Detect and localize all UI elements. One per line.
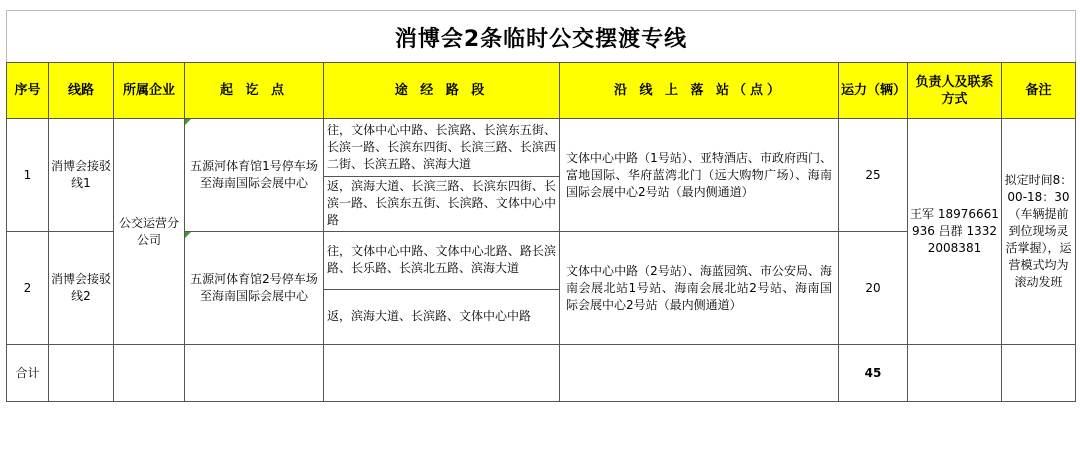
cell-company[interactable]: 公交运营分公司	[114, 119, 185, 345]
header-endpoints: 起 讫 点	[185, 63, 324, 119]
cell-capacity[interactable]: 20	[839, 232, 908, 345]
cell-empty[interactable]	[114, 345, 185, 402]
page-title: 消博会2条临时公交摆渡专线	[6, 10, 1076, 63]
header-line: 线路	[49, 63, 114, 119]
header-row	[7, 63, 1076, 119]
cell-route-out[interactable]: 往，文体中心中路、长滨路、长滨东五街、长滨一路、长滨东四街、长滨三路、长滨西二街、长滨五路、滨海大道	[324, 119, 560, 177]
total-row	[7, 345, 1076, 402]
cell-total-label[interactable]: 合计	[7, 345, 49, 402]
routes-table	[6, 62, 1076, 402]
header-seq: 序号	[7, 63, 49, 119]
header-note: 备注	[1002, 63, 1076, 119]
header-capacity: 运力（辆）	[839, 63, 908, 119]
cell-empty[interactable]	[324, 345, 560, 402]
cell-note[interactable]: 拟定时间8：00-18：30（车辆提前到位现场灵活掌握），运营模式均为滚动发班	[1002, 119, 1076, 345]
cell-stops[interactable]: 文体中心中路（2号站）、海蓝园筑、市公安局、海南会展北站1号站、海南会展北站2号站、海南国际会展中心2号站（最内侧通道）	[560, 232, 839, 345]
cell-empty[interactable]	[908, 345, 1002, 402]
cell-line[interactable]: 消博会接驳线2	[49, 232, 114, 345]
header-contact: 负责人及联系方式	[908, 63, 1002, 119]
table-row	[7, 119, 1076, 177]
cell-contact[interactable]: 王军 18976661936 吕群 13322008381	[908, 119, 1002, 345]
cell-empty[interactable]	[185, 345, 324, 402]
cell-line[interactable]: 消博会接驳线1	[49, 119, 114, 232]
header-stops: 沿 线 上 落 站（点）	[560, 63, 839, 119]
cell-empty[interactable]	[560, 345, 839, 402]
header-route: 途 经 路 段	[324, 63, 560, 119]
cell-stops[interactable]: 文体中心中路（1号站）、亚特酒店、市政府西门、富地国际、华府蓝湾北门（远大购物广场）、海南国际会展中心2号站（最内侧通道）	[560, 119, 839, 232]
cell-empty[interactable]	[49, 345, 114, 402]
cell-endpoints[interactable]: 五源河体育馆1号停车场至海南国际会展中心	[185, 119, 324, 232]
cell-empty[interactable]	[1002, 345, 1076, 402]
cell-total-capacity[interactable]: 45	[839, 345, 908, 402]
header-company: 所属企业	[114, 63, 185, 119]
cell-route-back[interactable]: 返，滨海大道、长滨路、文体中心中路	[324, 289, 560, 345]
cell-route-back[interactable]: 返，滨海大道、长滨三路、长滨东四街、长滨一路、长滨东五街、长滨路、文体中心中路	[324, 176, 560, 232]
cell-capacity[interactable]: 25	[839, 119, 908, 232]
cell-endpoints[interactable]: 五源河体育馆2号停车场至海南国际会展中心	[185, 232, 324, 345]
cell-seq[interactable]: 1	[7, 119, 49, 232]
cell-seq[interactable]: 2	[7, 232, 49, 345]
cell-route-out[interactable]: 往，文体中心中路、文体中心北路、路长滨路、长乐路、长滨北五路、滨海大道	[324, 232, 560, 290]
